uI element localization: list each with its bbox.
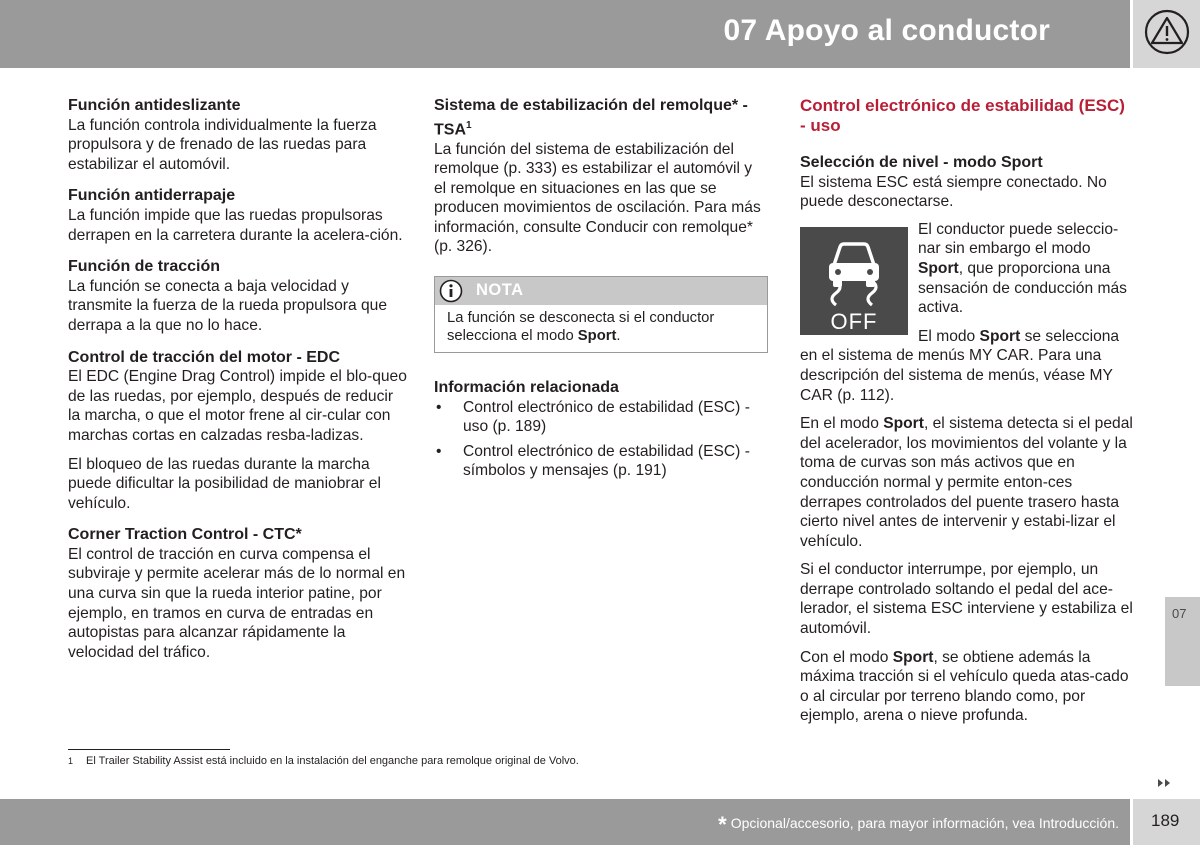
section-ctc bbox=[68, 525, 408, 662]
section-text: El EDC (Engine Drag Control) impide el blo-queo de las ruedas, por ejemplo, después de reducir la marcha, o que el motor frene al cir-cular con marchas cortas en calzadas resba-ladizas. bbox=[68, 368, 407, 444]
footnote-text: El Trailer Stability Assist está incluido en la instalación del enganche para remolque original de Volvo. bbox=[86, 755, 579, 767]
footer-bar bbox=[0, 799, 1130, 845]
note-text-a: La función se desconecta si el conductor selecciona el modo bbox=[447, 310, 715, 344]
paragraph-4: Si el conductor interrumpe, por ejemplo, un derrape controlado soltando el pedal del ace-lerador, el sistema ESC interviene y estabiliza el automóvil. bbox=[800, 561, 1133, 638]
note-text bbox=[435, 305, 767, 352]
section-heading: Función antiderrapaje bbox=[68, 187, 236, 205]
related-list bbox=[434, 398, 768, 481]
esc-off-label: OFF bbox=[830, 309, 878, 335]
page-number: 189 bbox=[1151, 811, 1180, 830]
main-heading: Control electrónico de estabilidad (ESC) - uso bbox=[800, 96, 1125, 135]
section-edc bbox=[68, 348, 408, 514]
section-heading: Función antideslizante bbox=[68, 97, 241, 114]
footer-star: * bbox=[718, 812, 727, 837]
warning-box bbox=[1133, 0, 1200, 68]
p5-bold: Sport bbox=[892, 648, 934, 666]
double-arrow-right-icon bbox=[1157, 778, 1173, 788]
footnote-rule bbox=[68, 749, 230, 750]
footer-note bbox=[718, 812, 1119, 838]
related-link[interactable]: • Control electrónico de estabilidad (ESC) - símbolos y mensajes (p. 191) bbox=[434, 442, 768, 481]
column-1 bbox=[68, 96, 408, 674]
p1-c: , que proporciona una sensación de conducción más activa. bbox=[918, 259, 1127, 317]
p2-bold: Sport bbox=[979, 327, 1021, 345]
p5-a: Con el modo bbox=[800, 648, 893, 666]
column-3 bbox=[800, 96, 1134, 735]
section-antideslizante bbox=[68, 96, 408, 174]
sport-subheading: Selección de nivel - modo Sport bbox=[800, 154, 1043, 171]
footnote-marker: 1 bbox=[466, 119, 472, 131]
p3-a: En el modo bbox=[800, 415, 884, 433]
footnote-number: 1 bbox=[68, 756, 74, 766]
p3-bold: Sport bbox=[883, 415, 924, 433]
p1-bold: Sport bbox=[918, 259, 959, 277]
paragraph-3 bbox=[800, 414, 1134, 551]
esc-paragraph bbox=[800, 220, 1134, 405]
note-box bbox=[434, 276, 768, 353]
tsa-heading bbox=[434, 96, 768, 140]
footer-note-text: Opcional/accesorio, para mayor información, vea Introducción. bbox=[730, 815, 1119, 831]
paragraph-2 bbox=[800, 327, 1134, 405]
section-text: La función impide que las ruedas propulsoras derrapen en la carretera durante la acelera-ción. bbox=[68, 206, 403, 244]
chapter-tab-label: 07 bbox=[1172, 606, 1187, 621]
p2-a: El modo bbox=[918, 327, 980, 345]
note-text-bold: Sport bbox=[577, 327, 617, 344]
esc-off-car-icon bbox=[800, 227, 908, 335]
section-traccion bbox=[68, 257, 408, 335]
paragraph-5 bbox=[800, 648, 1134, 726]
section-text-2: El bloqueo de las ruedas durante la marcha puede dificultar la posibilidad de maniobrar el vehículo. bbox=[68, 455, 381, 512]
header-bar bbox=[0, 0, 1130, 68]
p2-c: se selecciona en el sistema de menús MY CAR. Para una descripción del sistema de menús, véase MY CAR (p. 112). bbox=[800, 327, 1120, 404]
p5-c: , se obtiene además la máxima tracción si el vehículo queda atas-cado o al circular por terreno blando como, por ejemplo, arena o nieve profunda. bbox=[800, 648, 1129, 725]
info-icon bbox=[439, 279, 463, 303]
section-text: La función se conecta a baja velocidad y transmite la fuerza de la rueda propulsora que derrapa a la que no lo hace. bbox=[68, 277, 387, 334]
tsa-heading-text: Sistema de estabilización del remolque* - TSA bbox=[434, 97, 748, 138]
section-text: El control de tracción en curva compensa el subviraje y permite acelerar más de lo normal en una curva sin que la rueda interior patine, por ejemplo, en tramos en curva de entradas en autopistas para alcanzar rápidamente la velocidad del tráfico. bbox=[68, 545, 406, 661]
intro-text: El sistema ESC está siempre conectado. No puede desconectarse. bbox=[800, 173, 1107, 211]
chapter-tab[interactable] bbox=[1165, 597, 1200, 686]
section-antiderrapaje bbox=[68, 186, 408, 245]
note-label: NOTA bbox=[476, 281, 524, 300]
related-link[interactable]: • Control electrónico de estabilidad (ESC) - uso (p. 189) bbox=[434, 398, 768, 437]
car-skid-icon bbox=[800, 227, 908, 307]
p3-c: , el sistema detecta si el pedal del acelerador, los movimientos del volante y la toma de curvas son más activos que en conducción normal y permite enton-ces derrapes controlados del puente trasero hasta cierto nivel antes de intervenir y estabi-lizar el vehículo. bbox=[800, 415, 1133, 550]
section-text: La función controla individualmente la fuerza propulsora y de frenado de las ruedas para estabilizar el automóvil. bbox=[68, 116, 377, 173]
section-heading: Control de tracción del motor - EDC bbox=[68, 348, 341, 366]
warning-triangle-icon bbox=[1144, 9, 1190, 55]
section-heading: Corner Traction Control - CTC* bbox=[68, 526, 302, 544]
tsa-text: La función del sistema de estabilización del remolque (p. 333) es estabilizar el automóvil y el remolque en situaciones en las que se producen movimientos de oscilación. Para más información, consulte Conducir con remolque* (p. 326). bbox=[434, 140, 761, 256]
page-title: 07 Apoyo al conductor bbox=[723, 14, 1050, 47]
p1-a: El conductor puede seleccio-nar sin embargo el modo bbox=[918, 220, 1119, 258]
related-heading: Información relacionada bbox=[434, 379, 619, 397]
note-text-c: . bbox=[616, 327, 621, 344]
page-number-box bbox=[1133, 799, 1200, 845]
note-header bbox=[435, 277, 767, 305]
column-2 bbox=[434, 96, 768, 486]
section-heading: Función de tracción bbox=[68, 258, 221, 276]
